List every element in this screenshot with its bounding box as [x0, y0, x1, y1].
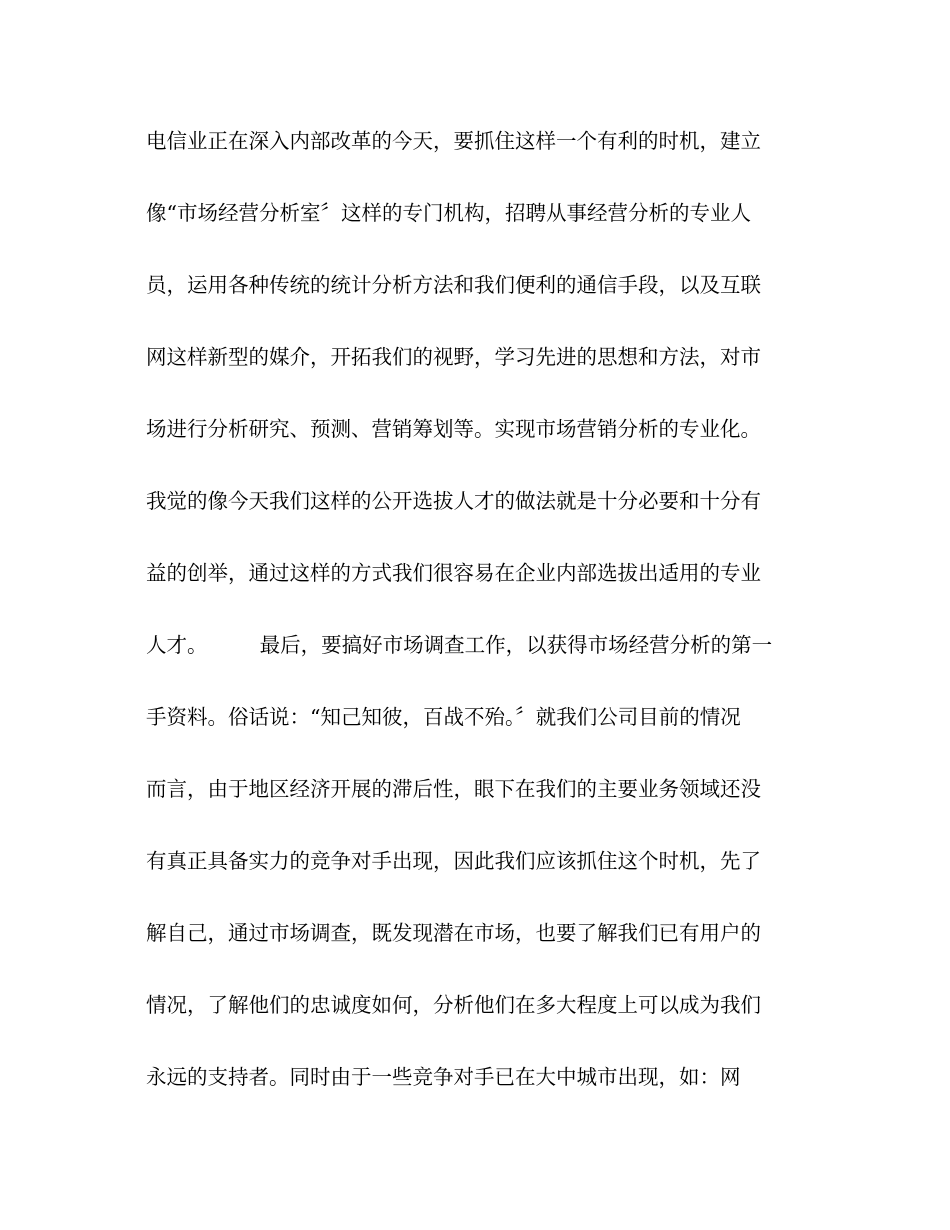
paragraph-line-10: 而言，由于地区经济开展的滞后性，眼下在我们的主要业务领域还没: [146, 777, 761, 801]
paragraph-line-8: 人才。 最后，要搞好市场调查工作，以获得市场经营分析的第一: [146, 633, 773, 657]
paragraph-line-9: 手资料。俗话说：“知己知彼，百战不殆。〞就我们公司目前的情况: [146, 705, 741, 729]
paragraph-line-14: 永远的支持者。同时由于一些竞争对手已在大中城市出现，如：网: [146, 1065, 741, 1089]
paragraph-line-6: 我觉的像今天我们这样的公开选拔人才的做法就是十分必要和十分有: [146, 489, 761, 513]
paragraph-line-3: 员，运用各种传统的统计分析方法和我们便利的通信手段，以及互联: [146, 273, 761, 297]
paragraph-line-13: 情况，了解他们的忠诚度如何，分析他们在多大程度上可以成为我们: [146, 993, 761, 1017]
paragraph-line-11: 有真正具备实力的竞争对手出现，因此我们应该抓住这个时机，先了: [146, 849, 761, 873]
paragraph-line-2: 像“市场经营分析室〞这样的专门机构，招聘从事经营分析的专业人: [146, 201, 751, 225]
paragraph-line-4: 网这样新型的媒介，开拓我们的视野，学习先进的思想和方法，对市: [146, 345, 761, 369]
paragraph-line-1: 电信业正在深入内部改革的今天，要抓住这样一个有利的时机，建立: [146, 129, 761, 153]
paragraph-line-7: 益的创举，通过这样的方式我们很容易在企业内部选拔出适用的专业: [146, 561, 761, 585]
paragraph-line-12: 解自己，通过市场调查，既发现潜在市场，也要了解我们已有用户的: [146, 921, 761, 945]
paragraph-line-5: 场进行分析研究、预测、营销筹划等。实现市场营销分析的专业化。: [146, 417, 761, 441]
